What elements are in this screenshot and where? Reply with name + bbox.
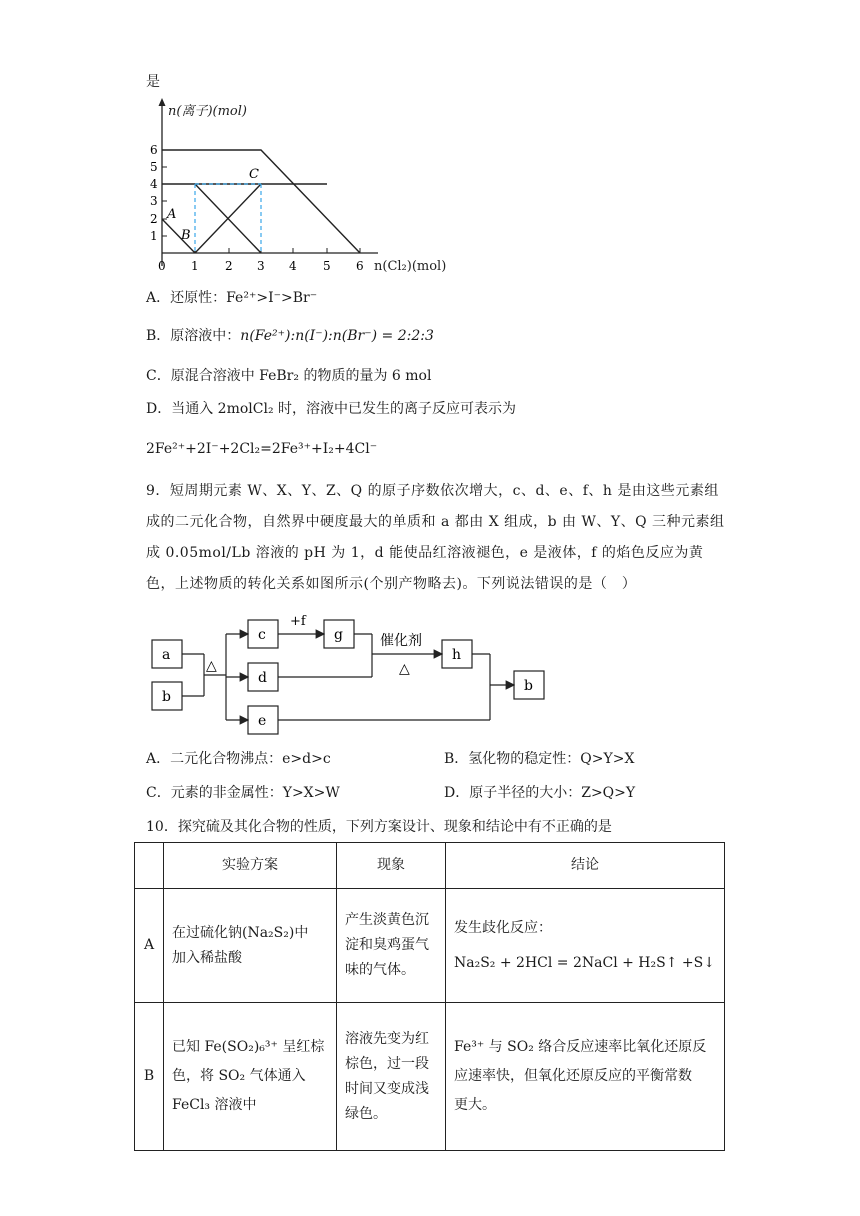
leading-char: 是: [146, 74, 160, 90]
y-axis-arrow: [159, 98, 166, 106]
row-phenomenon: [337, 1003, 446, 1151]
y-tick-label: 3: [150, 194, 158, 208]
q8-option-b-expr: n(Fe²⁺):n(I⁻):n(Br⁻) = 2:2:3: [240, 328, 434, 344]
box-d-label: d: [258, 670, 267, 686]
plan-line: FeCl₃ 溶液中: [172, 1097, 257, 1113]
box-c-label: c: [258, 627, 266, 643]
phenomenon-line: 溶液先变为红: [345, 1030, 429, 1047]
plan-line: 在过硫化钠(Na₂S₂)中: [172, 924, 309, 941]
heat-symbol-2: △: [399, 661, 410, 677]
q8-option-b-prefix: B．原溶液中：: [146, 328, 241, 344]
x-axis-label: n(Cl₂)(mol): [374, 259, 447, 274]
catalyst-label: 催化剂: [380, 633, 422, 649]
phenomenon-line: 棕色，过一段: [345, 1055, 429, 1072]
x-tick-label: 1: [191, 259, 199, 273]
y-tick-label: 5: [150, 160, 158, 174]
y-axis-label: n(离子)(mol): [168, 104, 247, 119]
x-tick-label: 4: [289, 259, 297, 273]
row-plan: [164, 889, 337, 1003]
header-empty: [135, 843, 164, 889]
experiment-table: [134, 842, 725, 1151]
q9-option-b: B．氢化物的稳定性：Q>Y>X: [444, 751, 635, 767]
y-tick-label: 2: [150, 212, 158, 226]
box-a-label: a: [162, 647, 171, 663]
point-label-c: C: [249, 167, 259, 182]
plan-line: 色，将 SO₂ 气体通入: [172, 1068, 306, 1084]
plan-line: 加入稀盐酸: [172, 949, 242, 966]
y-tick-label: 4: [150, 177, 158, 191]
row-conclusion: [446, 889, 725, 1003]
header-plan: 实验方案: [164, 843, 337, 889]
box-e-label: e: [258, 713, 267, 729]
q10-stem: 10．探究硫及其化合物的性质，下列方案设计、现象和结论中有不正确的是: [146, 819, 612, 835]
row-letter: A: [135, 889, 164, 1003]
row-phenomenon: [337, 889, 446, 1003]
table-row: [135, 889, 725, 1003]
y-tick-label: 6: [150, 143, 158, 157]
q8-option-a: A．还原性：Fe²⁺>I⁻>Br⁻: [146, 290, 318, 306]
header-phenomenon: 现象: [337, 843, 446, 889]
q9-option-d: D．原子半径的大小：Z>Q>Y: [444, 785, 636, 801]
q8-option-b: [146, 326, 434, 346]
box-b-left-label: b: [162, 689, 171, 705]
x-tick-label: 5: [323, 259, 331, 273]
point-label-b: B: [181, 228, 191, 243]
heat-symbol: △: [206, 658, 217, 674]
ion-amount-graph: [140, 94, 460, 284]
box-b-right-label: b: [524, 678, 533, 694]
plus-f-label: +f: [290, 614, 306, 629]
x-tick-label: 2: [225, 259, 233, 273]
x-tick-label: 6: [356, 259, 364, 273]
table-row: [135, 1003, 725, 1151]
phenomenon-line: 产生淡黄色沉: [345, 912, 429, 928]
conclusion-line: 应速率快，但氧化还原反应的平衡常数: [454, 1068, 692, 1084]
table-header-row: [135, 843, 725, 889]
plan-line: 已知 Fe(SO₂)₆³⁺ 呈红棕: [172, 1039, 325, 1055]
row-conclusion: [446, 1003, 725, 1151]
phenomenon-line: 绿色。: [345, 1105, 387, 1122]
q9-option-c: C．元素的非金属性：Y>X>W: [146, 785, 340, 801]
q8-option-d: D．当通入 2molCl₂ 时，溶液中已发生的离子反应可表示为: [146, 401, 517, 417]
q9-option-a: A．二元化合物沸点：e>d>c: [146, 751, 331, 767]
point-label-a: A: [167, 207, 177, 222]
y-tick-label: 1: [150, 229, 158, 243]
phenomenon-line: 味的气体。: [345, 962, 415, 978]
row-letter: B: [135, 1003, 164, 1151]
phenomenon-line: 时间又变成浅: [345, 1080, 429, 1097]
q8-option-c: C．原混合溶液中 FeBr₂ 的物质的量为 6 mol: [146, 368, 432, 384]
conclusion-line: Fe³⁺ 与 SO₂ 络合反应速率比氧化还原反: [454, 1039, 707, 1055]
transformation-diagram: [140, 610, 560, 740]
conclusion-line: 更大。: [454, 1097, 496, 1113]
row-plan: [164, 1003, 337, 1151]
x-tick-label: 3: [257, 259, 265, 273]
q9-stem: 9．短周期元素 W、X、Y、Z、Q 的原子序数依次增大，c、d、e、f、h 是由这些元素组成的二元化合物，自然界中硬度最大的单质和 a 都由 X 组成，b 由 W、Y、Q 三种元素组成 0.05mol/Lb 溶液的 pH 为 1，d 能使品红溶液褪色，e 是液体，f 的焰色反应为黄色，上述物质的转化关系如图所示(个别产物略去)。下列说法错误的是（ ）: [146, 483, 725, 592]
x-tick-label: 0: [158, 259, 166, 273]
box-h-label: h: [452, 647, 462, 663]
phenomenon-line: 淀和臭鸡蛋气: [345, 937, 429, 953]
x-axis-ticks: [195, 248, 360, 253]
box-g-label: g: [334, 627, 343, 643]
header-conclusion: 结论: [446, 843, 725, 889]
q8-option-d-equation: 2Fe²⁺+2I⁻+2Cl₂=2Fe³⁺+I₂+4Cl⁻: [146, 441, 378, 457]
conclusion-line: 发生歧化反应：: [454, 919, 552, 936]
conclusion-line: Na₂S₂ + 2HCl = 2NaCl + H₂S↑ +S↓: [454, 954, 715, 971]
